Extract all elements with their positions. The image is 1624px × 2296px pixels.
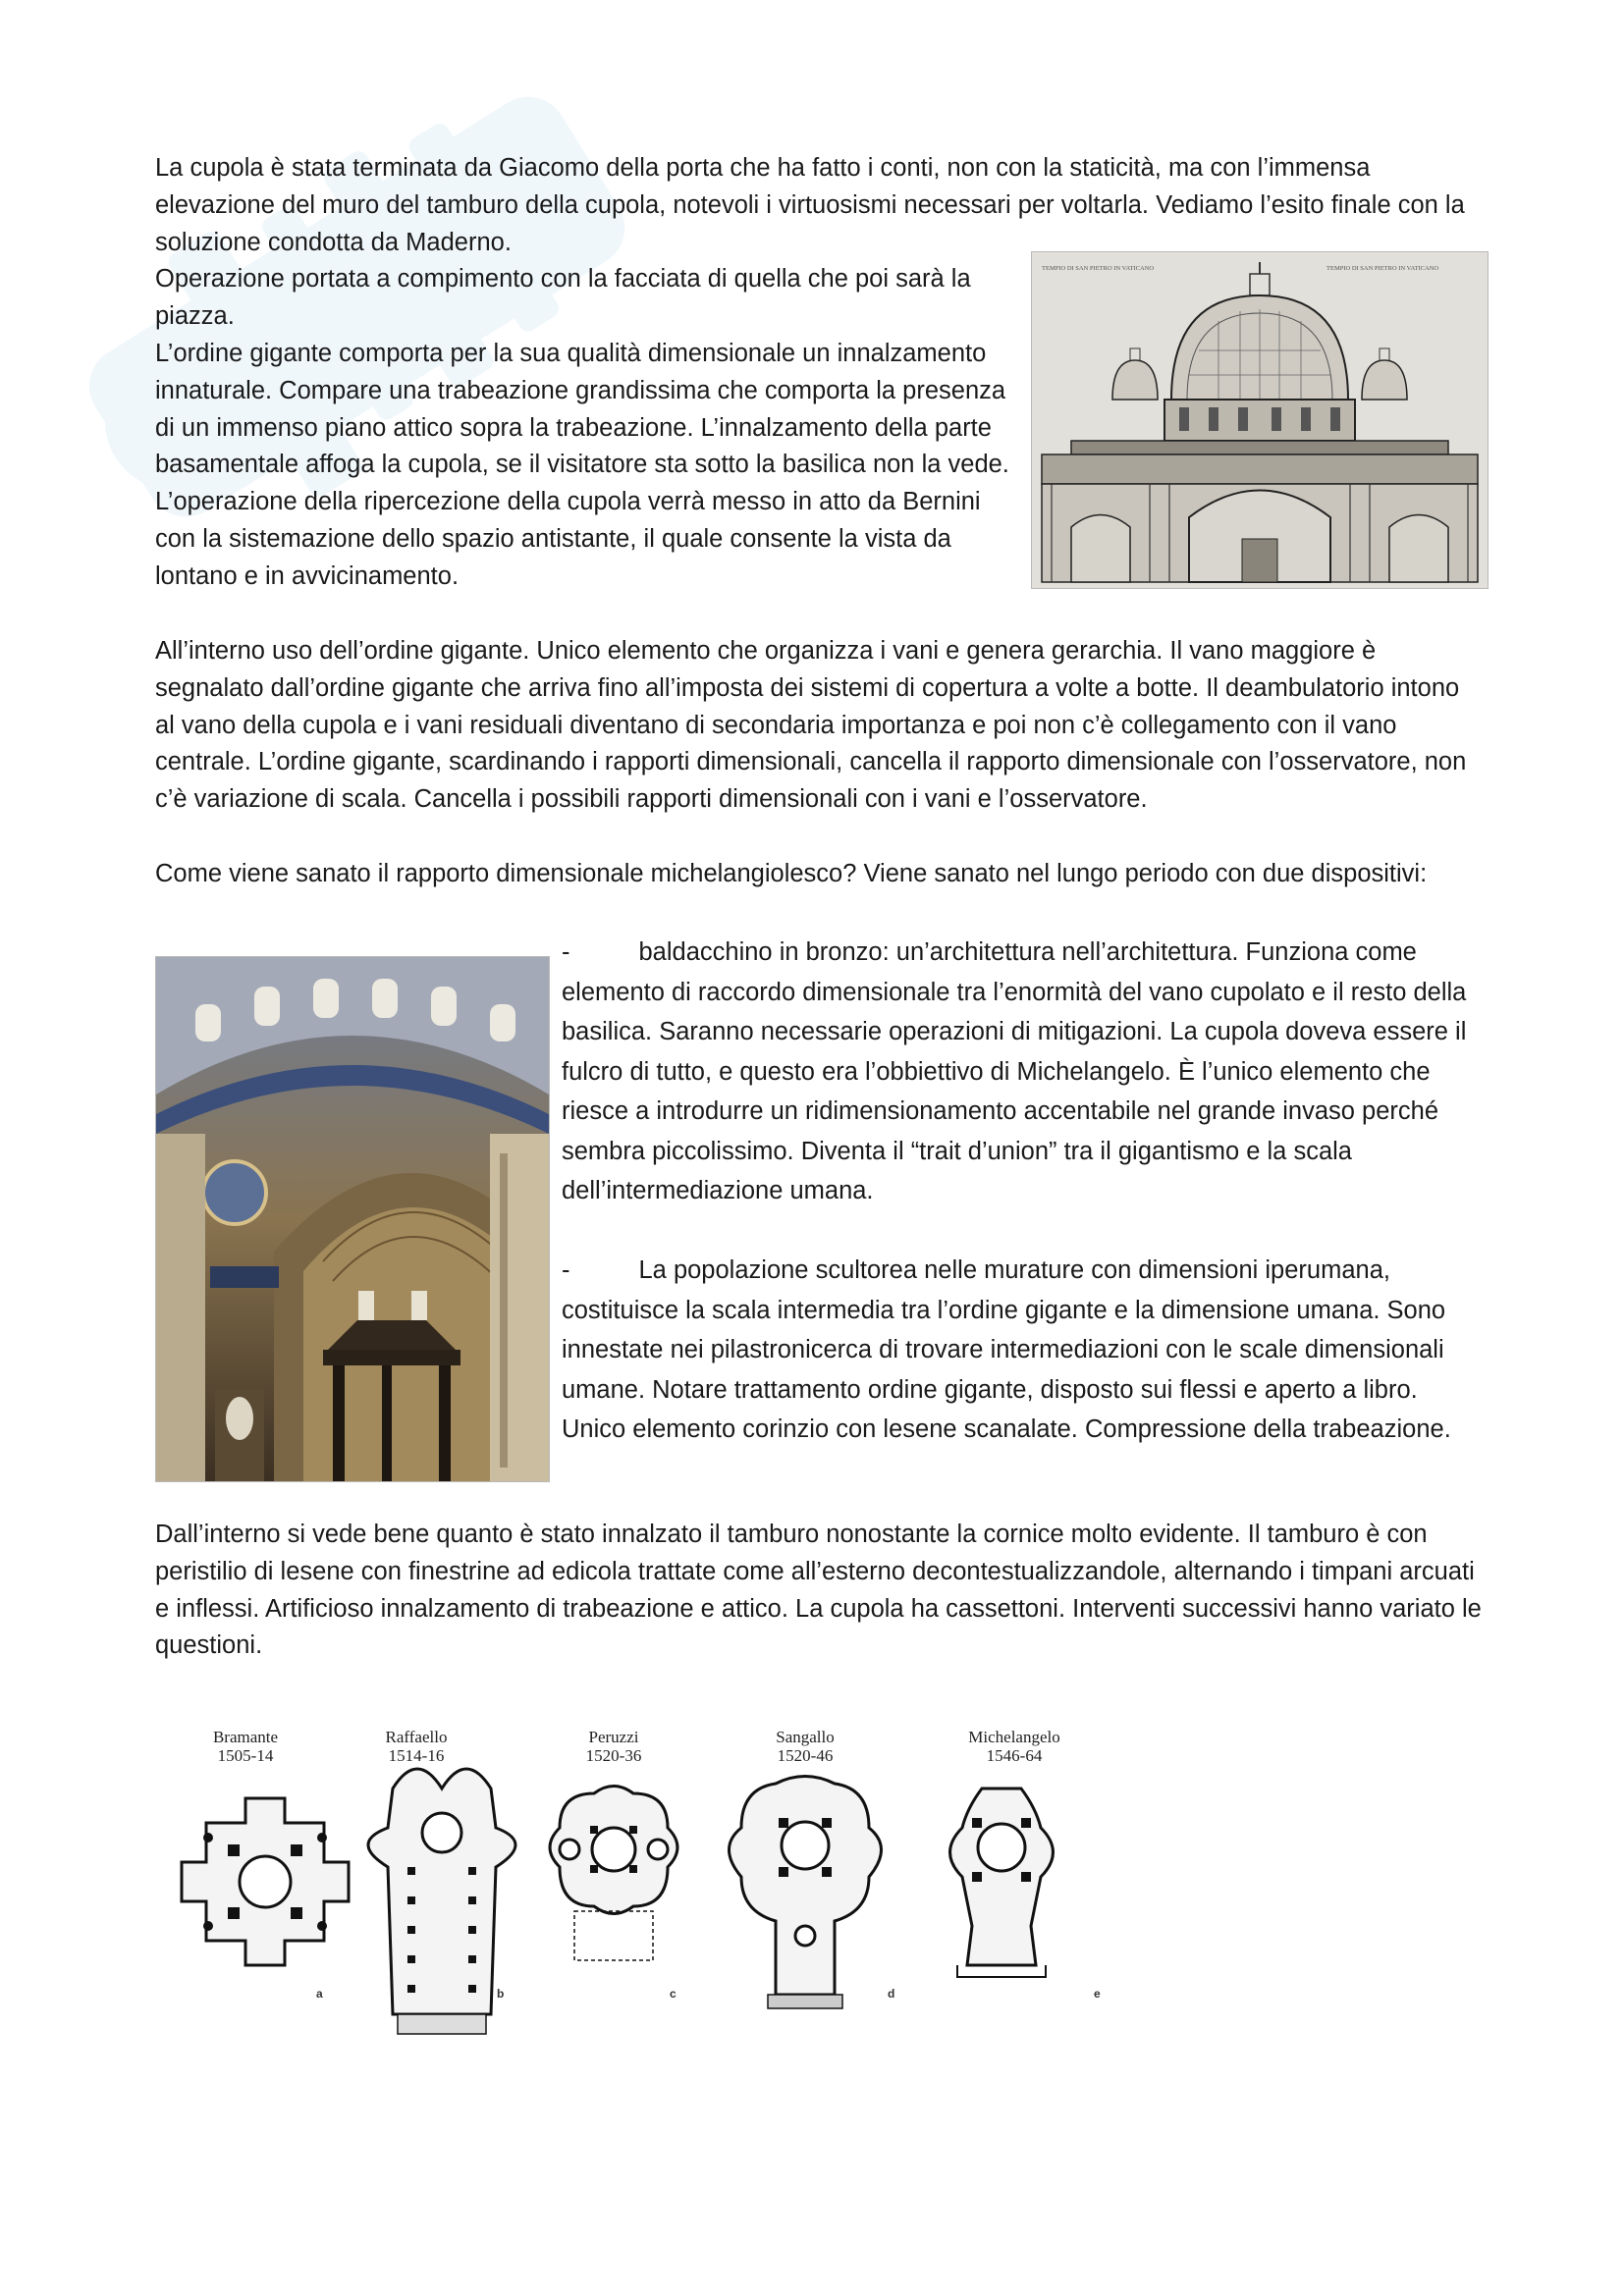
list-item-sculpture: - La popolazione scultorea nelle murature con dimensioni iperumana, costituisce la scala intermedia tra l’ordine gigante e la dimensione umana. Sono innestate nei pilastronicerca di trovare intermediazioni con le scale dimensionali umane. Notare trattamento ordine gigante, disposto sui flessi e aperto a libro. Unico elemento corinzio con lesene scanalate. Compressione della trabeazione. [562,1256,1451,1443]
plan-peruzzi [550,1787,677,1961]
paragraph-interior: All’interno uso dell’ordine gigante. Unico elemento che organizza i vani e genera gerarchia. Il vano maggiore è segnalato dall’ordine gigante che arriva fino all’imposta dei sistemi di copertura a volte a botte. Il deambulatorio intono al vano della cupola e i vani residuali diventano di secondaria importanza e poi non c’è collegamento con il vano centrale. L’ordine gigante, scardinando i rapporti dimensionali, cancella il rapporto dimensionale con l’osservatore, non c’è variazione di scala. Cancella i possibili rapporti dimensionali con i vani e l’osservatore. [155,637,1467,814]
plan-letter-e: e [1094,1987,1101,2001]
plan-title-raffaello: Raffaello 1514-16 [385,1728,448,1765]
drawing-header-right: TEMPIO DI SAN PIETRO IN VATICANO [1326,265,1439,272]
paragraph-facade: Operazione portata a compimento con la facciata di quella che poi sarà la piazza. [155,265,971,330]
plan-letter-c: c [670,1987,677,2001]
paragraph-question: Come viene sanato il rapporto dimensionale michelangiolesco? Viene sanato nel lungo periodo con due dispositivi: [155,860,1428,887]
drawing-header-left: TEMPIO DI SAN PIETRO IN VATICANO [1042,265,1155,272]
plan-title-sangallo: Sangallo 1520-46 [776,1728,835,1765]
plan-title-peruzzi: Peruzzi 1520-36 [585,1728,642,1765]
list-item-sculpture-text: La popolazione scultorea nelle murature con dimensioni iperumana, costituisce la scala intermedia tra l’ordine gigante e la dimensione umana. Sono innestate nei pilastronicerca di trovare intermediazioni con le scale dimensionali umane. Notare trattamento ordine gigante, disposto sui flessi e aperto a libro. Unico elemento corinzio con lesene scanalate. Compressione della trabeazione. [562,1256,1451,1443]
interior-photo [155,956,550,1482]
plan-letter-a: a [316,1987,323,2001]
basilica-section-drawing [1031,251,1489,589]
plan-bramante [182,1798,349,1965]
plan-letter-d: d [888,1987,895,2001]
plan-raffaello [368,1769,515,2034]
plans-figure [147,1720,1110,2044]
list-item-baldacchino: - baldacchino in bronzo: un’architettura nell’architettura. Funziona come elemento di raccordo dimensionale tra l’enormità del vano cupolato e il resto della basilica. Saranno necessarie operazioni di mitigazioni. La cupola doveva essere il fulcro di tutto, e questo era l’obbiettivo di Michelangelo. È l’unico elemento che riesce a introdurre un ridimensionamento accentabile nel grande invaso perché sembra piccolissimo. Diventa il “trait d’union” tra il gigantismo e la scala dell’intermediazione umana. [562,938,1467,1204]
plan-sangallo [730,1777,882,2009]
paragraph-drum: Dall’interno si vede bene quanto è stato innalzato il tamburo nonostante la cornice molto evidente. Il tamburo è con peristilio di lesene con finestrine ad edicola trattate come all’esterno decontestualizzandole, alternando i timpani arcuati e inflessi. Artificioso innalzamento di trabeazione e attico. La cupola ha cassettoni. Interventi successivi hanno variato le questioni. [155,1521,1482,1660]
paragraph-intro: La cupola è stata terminata da Giacomo della porta che ha fatto i conti, non con la staticità, ma con l’immensa elevazione del muro del tamburo della cupola, notevoli i virtuosismi necessari per voltarla. Vediamo l’esito finale con la soluzione condotta da Maderno. [155,154,1465,256]
plan-title-michelangelo: Michelangelo 1546-64 [968,1728,1060,1765]
list-item-baldacchino-text: baldacchino in bronzo: un’architettura nell’architettura. Funziona come elemento di raccordo dimensionale tra l’enormità del vano cupolato e il resto della basilica. Saranno necessarie operazioni di mitigazioni. La cupola doveva essere il fulcro di tutto, e questo era l’obbiettivo di Michelangelo. È l’unico elemento che riesce a introdurre un ridimensionamento accentabile nel grande invaso perché sembra piccolissimo. Diventa il “trait d’union” tra il gigantismo e la scala dell’intermediazione umana. [562,938,1467,1204]
plan-letter-b: b [497,1987,505,2001]
plan-title-bramante: Bramante 1505-14 [212,1728,279,1765]
paragraph-giant-order: L’ordine gigante comporta per la sua qualità dimensionale un innalzamento innaturale. Compare una trabeazione grandissima che comporta la presenza di un immenso piano attico sopra la trabeazione. L’innalzamento della parte basamentale affoga la cupola, se il visitatore sta sotto la basilica non la vede. L’operazione della ripercezione della cupola verrà messo in atto da Bernini con la sistemazione dello spazio antistante, il quale consente la vista da lontano e in avvicinamento. [155,340,1009,590]
plan-michelangelo [950,1789,1054,1977]
